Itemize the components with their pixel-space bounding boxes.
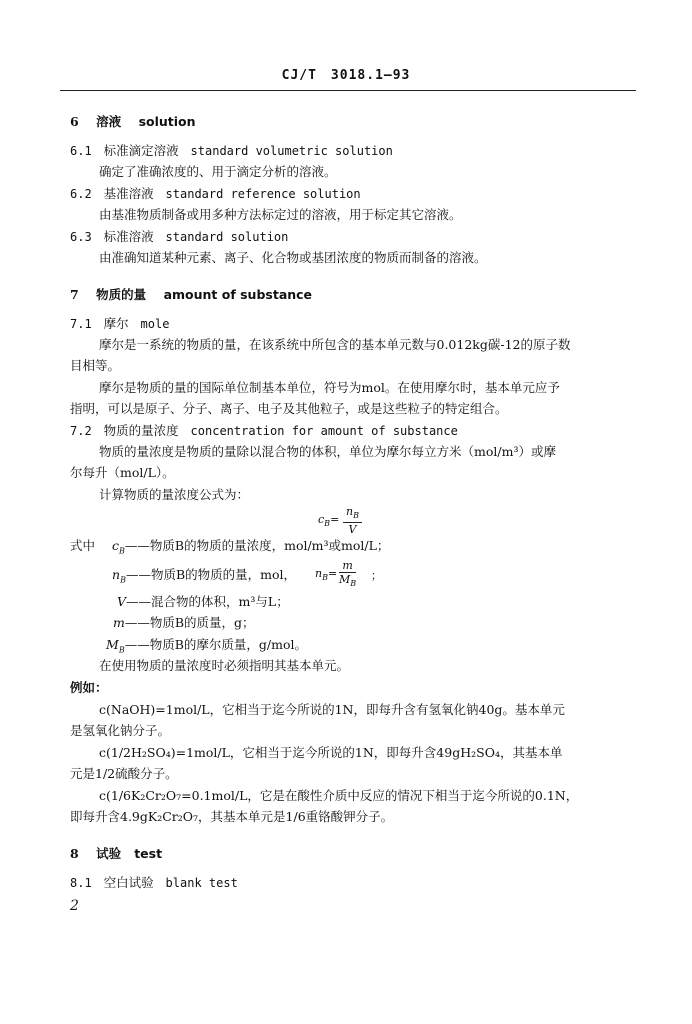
section-number: 7 — [70, 287, 79, 302]
paragraph-line: 计算物质的量浓度公式为： — [99, 487, 250, 502]
where-label: 式中 — [70, 538, 96, 553]
clause-term: 空白试验 — [103, 875, 154, 890]
page-number: 2 — [70, 898, 79, 914]
clause-number: 6.2 — [70, 187, 92, 201]
variable-definition: $n_B——$物质B的物质的量，mol， — [112, 567, 297, 585]
clause-6-2-definition: 由基准物质制备或用多种方法标定过的溶液，用于标定其它溶液。 — [99, 207, 462, 222]
clause-number: 7.2 — [70, 424, 92, 438]
clause-term: 标准溶液 — [103, 229, 154, 244]
paragraph-line: 目相等。 — [70, 358, 121, 373]
example-line: 是氢氧化钠分子。 — [70, 723, 171, 738]
formula-lhs: $c_B=$ — [318, 513, 340, 529]
nb-formula-fraction: $\frac{m}{M_B}$ — [339, 559, 357, 589]
variable-definition: m——物质B的质量，g； — [113, 615, 255, 630]
clause-6-2 — [70, 186, 361, 202]
basic-unit-note: 在使用物质的量浓度时必须指明其基本单元。 — [99, 658, 350, 673]
clause-term: 标准滴定溶液 — [103, 143, 179, 158]
paragraph-line: 摩尔是一系统的物质的量，在该系统中所包含的基本单元数与0.012kg碳-12的原子数 — [99, 337, 571, 352]
clause-term: 摩尔 — [103, 316, 129, 331]
header-rule — [60, 90, 636, 91]
clause-number: 7.1 — [70, 317, 92, 331]
section-title-en: solution — [138, 114, 196, 129]
clause-7-1 — [70, 316, 169, 332]
paragraph-line: 指明，可以是原子、分子、离子、电子及其他粒子，或是这些粒子的特定组合。 — [70, 401, 508, 416]
section-title: 物质的量 — [96, 287, 147, 302]
clause-number: 6.3 — [70, 230, 92, 244]
clause-6-3-definition: 由准确知道某种元素、离子、化合物或基团浓度的物质而制备的溶液。 — [99, 250, 487, 265]
standard-code-header: CJ/T 3018.1—93 — [281, 68, 411, 83]
clause-number: 6.1 — [70, 144, 92, 158]
examples-label: 例如： — [70, 680, 108, 695]
paragraph-line: 物质的量浓度是物质的量除以混合物的体积，单位为摩尔每立方米（mol/m³）或摩 — [99, 444, 556, 459]
clause-term-en: standard volumetric solution — [190, 144, 393, 158]
paragraph-line: 尔每升（mol/L）。 — [70, 465, 175, 480]
clause-term: 物质的量浓度 — [103, 423, 179, 438]
variable-definition: $M_B——$物质B的摩尔质量，g/mol。 — [106, 637, 307, 655]
section-title: 试验 — [96, 846, 122, 861]
clause-6-3 — [70, 229, 288, 245]
section-title: 溶液 — [96, 114, 122, 129]
variable-definition: V——混合物的体积，m³与L； — [117, 594, 289, 609]
clause-number: 8.1 — [70, 876, 92, 890]
formula-fraction: $\frac{n_B}{V}$ — [343, 505, 362, 536]
example-line: c(1/6K₂Cr₂O₇=0.1mol/L，它是在酸性介质中反应的情况下相当于迄今所说的0.1N， — [99, 788, 579, 803]
clause-term-en: concentration for amount of substance — [190, 424, 458, 438]
clause-term-en: blank test — [165, 876, 238, 890]
variable-definition: $c_B——$物质B的物质的量浓度，mol/m³或mol/L； — [112, 538, 390, 556]
clause-term: 基准溶液 — [103, 186, 154, 201]
example-line: c(NaOH)=1mol/L，它相当于迄今所说的1N，即每升含有氢氧化钠40g。基本单元 — [99, 702, 565, 717]
clause-term-en: mole — [140, 317, 170, 331]
section-6-heading — [70, 114, 196, 130]
section-number: 6 — [70, 114, 79, 129]
clause-term-en: standard solution — [165, 230, 289, 244]
section-7-heading — [70, 287, 312, 303]
clause-6-1 — [70, 143, 393, 159]
example-line: c(1/2H₂SO₄)=1mol/L，它相当于迄今所说的1N，即每升含49gH₂SO₄，其基本单 — [99, 745, 563, 760]
clause-8-1 — [70, 875, 238, 891]
example-line: 即每升含4.9gK₂Cr₂O₇，其基本单元是1/6重铬酸钾分子。 — [70, 809, 394, 824]
document-page: CJ/T 3018.1—93 6 溶液 solution 6.1 标准滴定溶液 standard volumetric solution 确定了准确浓度的、用于滴定分析的溶液。 6.2 基准溶液 standard reference solution 由基准物质制备或用多种方法标定过的溶液，用于标定其它溶液。 6.3 标准溶液 standard solution 由准确知道某种元素、离子、化合物或基团浓度的物质而制备的溶液。 7 物质的量 amount of substance 7.1 摩尔 mole 摩尔是一系统的物质的量，在该系统中所包含的基本单元数与0.012kg碳-12的原子数 目相等。 摩尔是物质的量的国际单位制基本单位，符号为mol。在使用摩尔时，基本单元应予 指明，可以是原子、分子、离子、电子及其他粒子，或是这些粒子的特定组合。 7.2 物质的量浓度 concentration for amount of substance 物质的量浓度是物质的量除以混合物的体积，单位为摩尔每立方米（mol/m³）或摩 尔每升（mol/L）。 计算物质的量浓度公式为： $c_B=$ $\frac{n_B}{V}$ 式中 $c_B——$物质B的物质的量浓度，mol/m³或mol/L； $n_B——$物质B的物质的量，mol， $n_B=$ $\frac{m}{M_B}$ ； V——混合物的体积，m³与L； m——物质B的质量，g； $M_B——$物质B的摩尔质量，g/mol。 在使用物质的量浓度时必须指明其基本单元。 例如： c(NaOH)=1mol/L，它相当于迄今所说的1N，即每升含有氢氧化钠40g。基本单元 是氢氧化钠分子。 c(1/2H₂SO₄)=1mol/L，它相当于迄今所说的1N，即每升含49gH₂SO₄，其基本单 元是1/2硫酸分子。 c(1/6K₂Cr₂O₇=0.1mol/L，它是在酸性介质中反应的情况下相当于迄今所说的0.1N， 即每升含4.9gK₂Cr₂O₇，其基本单元是1/6重铬酸钾分子。 8 试验 test 8.1 空白试验 blank test 2 — [0, 0, 692, 1024]
section-title-en: amount of substance — [163, 287, 313, 302]
section-8-heading — [70, 846, 162, 862]
section-number: 8 — [70, 846, 79, 861]
clause-7-2 — [70, 423, 458, 439]
paragraph-line: 摩尔是物质的量的国际单位制基本单位，符号为mol。在使用摩尔时，基本单元应予 — [99, 380, 560, 395]
section-title-en: test — [134, 846, 163, 861]
clause-term-en: standard reference solution — [165, 187, 361, 201]
clause-6-1-definition: 确定了准确浓度的、用于滴定分析的溶液。 — [99, 164, 337, 179]
example-line: 元是1/2硫酸分子。 — [70, 766, 178, 781]
